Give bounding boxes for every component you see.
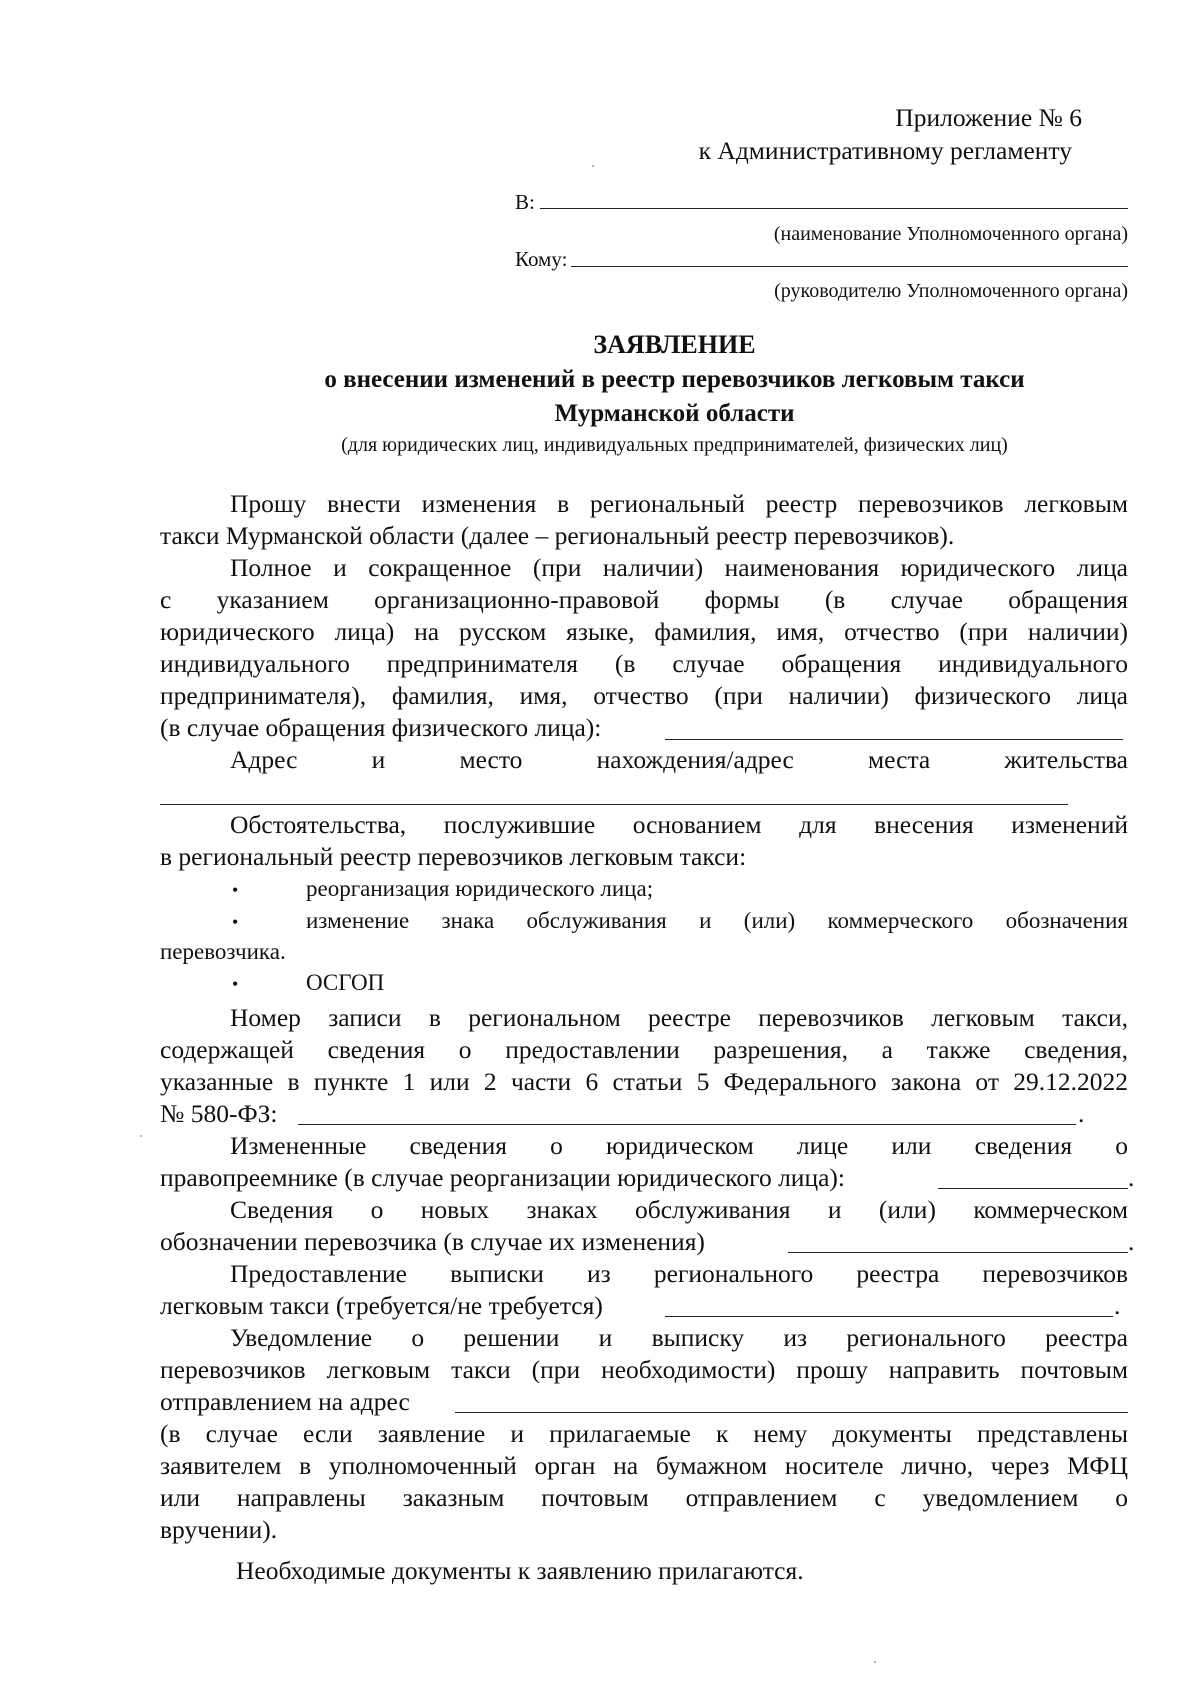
address-blank-line[interactable] bbox=[160, 804, 1068, 805]
whom-label: Кому: bbox=[515, 247, 568, 271]
p5-line4: № 580-ФЗ: bbox=[160, 1099, 278, 1128]
record-number-blank-line[interactable] bbox=[298, 1124, 1076, 1125]
p2-line6: (в случае обращения физического лица): bbox=[160, 713, 602, 742]
appendix-reference: к Административному регламенту bbox=[698, 136, 1072, 165]
p8-line2: легковым такси (требуется/не требуется) bbox=[160, 1291, 603, 1320]
p4-line1: Обстоятельства, послужившие основанием для внесения изменений bbox=[230, 810, 1128, 839]
scan-speck bbox=[874, 1661, 876, 1663]
scan-speck bbox=[140, 1135, 142, 1137]
p6-line2: правопреемнике (в случае реорганизации юридического лица): bbox=[160, 1163, 845, 1192]
applicant-name-blank-line[interactable] bbox=[665, 739, 1123, 740]
document-subtitle-line1: о внесении изменений в реестр перевозчиков легковым такси bbox=[324, 366, 1025, 393]
p9-line1: Уведомление о решении и выписку из регионального реестра bbox=[230, 1323, 1128, 1352]
p1-line2: такси Мурманской области (далее – региональный реестр перевозчиков). bbox=[160, 521, 955, 550]
p11-line1: Необходимые документы к заявлению прилагаются. bbox=[236, 1556, 804, 1585]
bullet3-text: ОСГОП bbox=[306, 970, 385, 995]
successor-info-period: . bbox=[1128, 1163, 1135, 1192]
extract-required-period: . bbox=[1114, 1291, 1121, 1320]
p8-line1: Предоставление выписки из регионального реестра перевозчиков bbox=[230, 1259, 1128, 1288]
p5-line3: указанные в пункте 1 или 2 части 6 статьи 5 Федерального закона от 29.12.2022 bbox=[160, 1067, 1128, 1096]
to-label: В: bbox=[515, 190, 535, 214]
p2-line2: с указанием организационно-правовой формы (в случае обращения bbox=[160, 585, 1128, 614]
to-caption: (наименование Уполномоченного органа) bbox=[773, 223, 1128, 245]
document-subtitle-line2: Мурманской области bbox=[554, 400, 795, 427]
bullet2-line2: перевозчика. bbox=[160, 939, 286, 964]
record-number-period: . bbox=[1078, 1099, 1085, 1128]
p10-line1: (в случае если заявление и прилагаемые к нему документы представлены bbox=[160, 1419, 1128, 1448]
p9-line2: перевозчиков легковым такси (при необходимости) прошу направить почтовым bbox=[160, 1355, 1128, 1384]
scan-speck bbox=[592, 165, 594, 167]
p10-line3: или направлены заказным почтовым отправлением с уведомлением о bbox=[160, 1483, 1128, 1512]
document-title: ЗАЯВЛЕНИЕ bbox=[593, 330, 756, 359]
p5-line2: содержащей сведения о предоставлении разрешения, а также сведения, bbox=[160, 1035, 1128, 1064]
whom-caption: (руководителю Уполномоченного органа) bbox=[774, 280, 1128, 302]
p2-line3: юридического лица) на русском языке, фамилия, имя, отчество (при наличии) bbox=[160, 617, 1128, 646]
p2-line1: Полное и сокращенное (при наличии) наименования юридического лица bbox=[230, 553, 1128, 582]
p9-line3: отправлением на адрес bbox=[160, 1387, 410, 1416]
bullet-marker-1: • bbox=[232, 880, 239, 900]
bullet-marker-2: • bbox=[232, 912, 239, 932]
p7-line1: Сведения о новых знаках обслуживания и (или) коммерческом bbox=[230, 1195, 1128, 1224]
p5-line1: Номер записи в региональном реестре перевозчиков легковым такси, bbox=[230, 1003, 1128, 1032]
service-marks-period: . bbox=[1128, 1227, 1135, 1256]
bullet2-line1: изменение знака обслуживания и (или) коммерческого обозначения bbox=[306, 908, 1128, 933]
p10-line2: заявителем в уполномоченный орган на бумажном носителе лично, через МФЦ bbox=[160, 1451, 1128, 1480]
p4-line2: в региональный реестр перевозчиков легковым такси: bbox=[160, 842, 747, 871]
p7-line2: обозначении перевозчика (в случае их изменения) bbox=[160, 1227, 705, 1256]
service-marks-blank-line[interactable] bbox=[788, 1252, 1128, 1253]
to-blank-line[interactable] bbox=[540, 208, 1128, 209]
p1-line1: Прошу внести изменения в региональный реестр перевозчиков легковым bbox=[230, 489, 1128, 518]
whom-blank-line[interactable] bbox=[571, 266, 1128, 267]
postal-address-blank-line[interactable] bbox=[455, 1412, 1128, 1413]
p10-line4: вручении). bbox=[160, 1515, 278, 1544]
document-applicability-note: (для юридических лиц, индивидуальных предпринимателей, физических лиц) bbox=[341, 434, 1008, 456]
p6-line1: Измененные сведения о юридическом лице или сведения о bbox=[230, 1131, 1128, 1160]
appendix-number: Приложение № 6 bbox=[895, 103, 1082, 132]
extract-required-blank-line[interactable] bbox=[665, 1316, 1113, 1317]
p3-line1: Адрес и место нахождения/адрес места жительства bbox=[230, 745, 1128, 774]
bullet-marker-3: • bbox=[232, 974, 239, 994]
p2-line4: индивидуального предпринимателя (в случае обращения индивидуального bbox=[160, 649, 1128, 678]
bullet1-text: реорганизация юридического лица; bbox=[306, 876, 654, 901]
successor-info-blank-line[interactable] bbox=[938, 1188, 1128, 1189]
p2-line5: предпринимателя), фамилия, имя, отчество (при наличии) физического лица bbox=[160, 681, 1128, 710]
